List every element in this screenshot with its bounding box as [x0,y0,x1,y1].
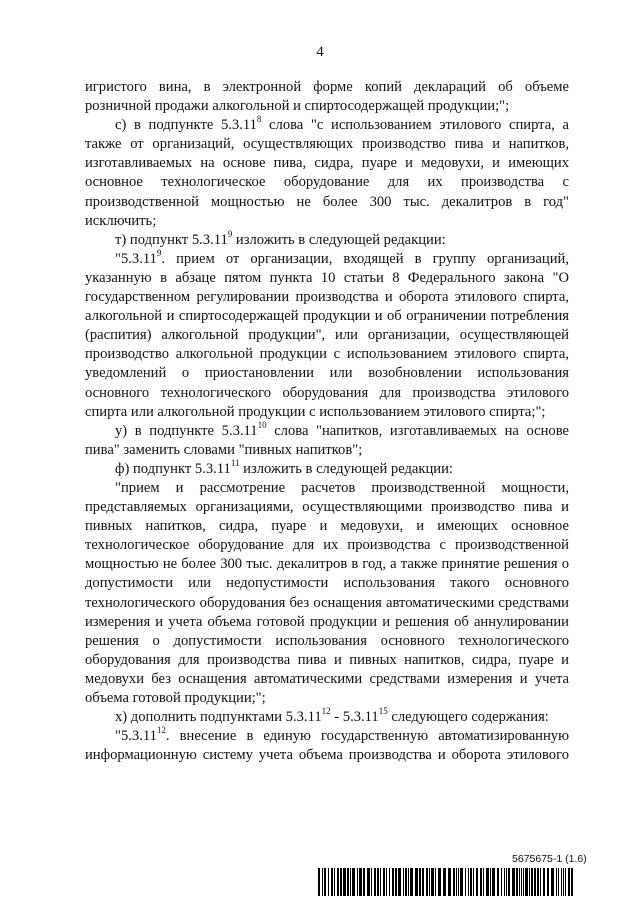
paragraph-text: . прием от организации, входящей в группу организаций, указанную в абзаце пятом пункта 10 статьи 8 Федерального закона "О государственном регулировании производства и оборота этилового спирта, алкогольной и спиртосодержащей продукции и об ограничении потребления (распития) алкогольной продукции", или организации, осуществляющей производство алкогольной продукции с использованием этилового спирта, уведомлений о приостановлении или возобновлении использования основного технологического оборудования для производства этилового спирта или алкогольной продукции с использованием этилового спирта;"; [85,250,569,420]
barcode-bar [508,868,510,896]
barcode-bar [429,868,430,896]
barcode-bar [563,868,564,896]
barcode-bar [359,868,362,896]
barcode-bar [389,868,390,896]
barcode-bar [556,868,557,896]
barcode-bar [352,868,355,896]
paragraph-text: с) в подпункте 5.3.11 [115,117,257,134]
barcode-bar [328,868,329,896]
footnote-superscript: 12 [156,725,166,736]
paragraph [85,78,569,116]
barcode-bar [506,868,507,896]
barcode-bar [363,868,365,896]
footnote-superscript: 9 [156,247,162,258]
barcode-icon [318,868,576,896]
barcode-bar [540,868,541,896]
barcode-bar [380,868,381,896]
barcode-bar [519,868,520,896]
paragraph [85,479,569,708]
paragraph-text: слова "напитков, изготавливаемых на основе пива" заменить словами "пивных напитков"; [85,422,570,458]
barcode-bar [386,868,387,896]
barcode-bar [419,868,421,896]
barcode-bar [453,868,455,896]
paragraph-text: "5.3.11 [115,250,157,267]
barcode-bar [483,868,484,896]
barcode-bar [350,868,351,896]
barcode-bar [435,868,436,896]
paragraph-text: . внесение в единую государственную автоматизированную информационную систему учета объема производства и оборота этилового [85,728,569,764]
barcode-bar [405,868,407,896]
barcode-bar [516,868,518,896]
barcode-bar [523,868,524,896]
barcode-bar [571,868,573,896]
paragraph-text: - 5.3.11 [330,709,379,726]
footnote-superscript: 12 [321,706,331,717]
paragraph-text: слова "с использованием этилового спирта, а также от организаций, осуществляющих производство пива и напитков, изготавливаемых на основе пива, сидра, пуаре и медовухи, и имеющих основное технологическое оборудование для их производства с производственной мощностью не более 300 тыс. декалитров в год" исключить; [85,117,569,229]
barcode-bar [318,868,320,896]
barcode-bar [465,868,466,896]
paragraph-text: т) подпункт 5.3.11 [115,231,228,248]
barcode-bar [340,868,342,896]
paragraph [85,419,570,460]
barcode-bar [525,868,528,896]
paragraph-text: следующего содержания: [387,709,549,726]
barcode-bar [492,868,495,896]
footnote-superscript: 9 [227,228,233,239]
barcode-bar [410,868,413,896]
barcode-bar [504,868,505,896]
barcode-bar [497,868,499,896]
barcode-bar [383,868,385,896]
barcode-bar [422,868,424,896]
barcode-bar [392,868,394,896]
barcode-bar [322,868,323,896]
document-body [85,78,569,765]
paragraph [85,727,569,765]
barcode-bar [529,868,530,896]
barcode-bar [561,868,562,896]
paragraph-text: изложить в следующей редакции: [232,231,446,248]
footnote-superscript: 11 [230,458,240,469]
page-number: 4 [316,44,324,60]
barcode-bar [458,868,459,896]
document-code: 5675675-1 (1.6) [512,853,587,865]
paragraph-text: "5.3.11 [115,728,157,745]
barcode-bar [486,868,489,896]
barcode-bar [468,868,469,896]
paragraph-text: "прием и рассмотрение расчетов производственной мощности, представляемых организациями, осуществляющими производство пива и пивных напитков, сидра, пуаре и медовухи, и имеющих основное технологическое оборудование для их производства с производственной мощностью не более 300 тыс. декалитров в год, а также принятие решения о допустимости или недопустимости использования такого основного технологического оборудования без оснащения автоматическими средствами измерения и учета объема готовой продукции и решения об аннулировании решения о допустимости использования основного технологического оборудования для производства пива и пивных напитков, сидра, пуаре и медовухи без оснащения автоматическими средствами измерения и учета объема готовой продукции;"; [85,479,569,706]
barcode-bar [448,868,451,896]
barcode-bar [431,868,434,896]
barcode-bar [324,868,326,896]
barcode-bar [337,868,339,896]
barcode-bar [456,868,457,896]
barcode-bar [473,868,474,896]
paragraph-text: изложить в следующей редакции: [239,460,453,477]
barcode-bar [490,868,491,896]
barcode-bar [460,868,463,896]
footnote-superscript: 10 [257,419,267,430]
barcode-bar [377,868,379,896]
barcode-bar [347,868,349,896]
barcode-bar [367,868,370,896]
barcode-bar [395,868,397,896]
barcode-bar [565,868,566,896]
barcode-bar [374,868,376,896]
barcode-bar [415,868,418,896]
barcode-bar [537,868,539,896]
footnote-superscript: 15 [378,706,388,717]
paragraph [85,460,569,479]
barcode-bar [331,868,333,896]
barcode-bar [403,868,404,896]
paragraph-text: ф) подпункт 5.3.11 [115,460,231,477]
barcode-bar [470,868,472,896]
barcode-bar [343,868,346,896]
barcode-bar [534,868,536,896]
barcode-bar [480,868,482,896]
barcode-bar [426,868,428,896]
barcode-bar [334,868,335,896]
paragraph-text: игристого вина, в электронной форме копий деклараций об объеме розничной продажи алкогольной и спиртосодержащей продукции;"; [85,79,569,115]
barcode-bar [408,868,409,896]
barcode-bar [438,868,441,896]
barcode-bar [398,868,401,896]
paragraph [85,228,569,250]
footnote-superscript: 8 [256,114,262,125]
barcode-bar [443,868,446,896]
barcode-bar [558,868,559,896]
barcode-bar [521,868,522,896]
barcode-bar [551,868,554,896]
barcode-bar [547,868,549,896]
paragraph [85,247,569,422]
barcode-bar [568,868,570,896]
paragraph-text: х) дополнить подпунктами 5.3.11 [115,709,322,726]
paragraph [85,116,569,231]
barcode-bar [543,868,545,896]
barcode-bar [371,868,372,896]
barcode-bar [357,868,358,896]
barcode-bar [531,868,533,896]
barcode-bar [501,868,502,896]
barcode-bar [512,868,515,896]
paragraph-text: у) в подпункте 5.3.11 [115,422,258,439]
barcode-bar [476,868,478,896]
